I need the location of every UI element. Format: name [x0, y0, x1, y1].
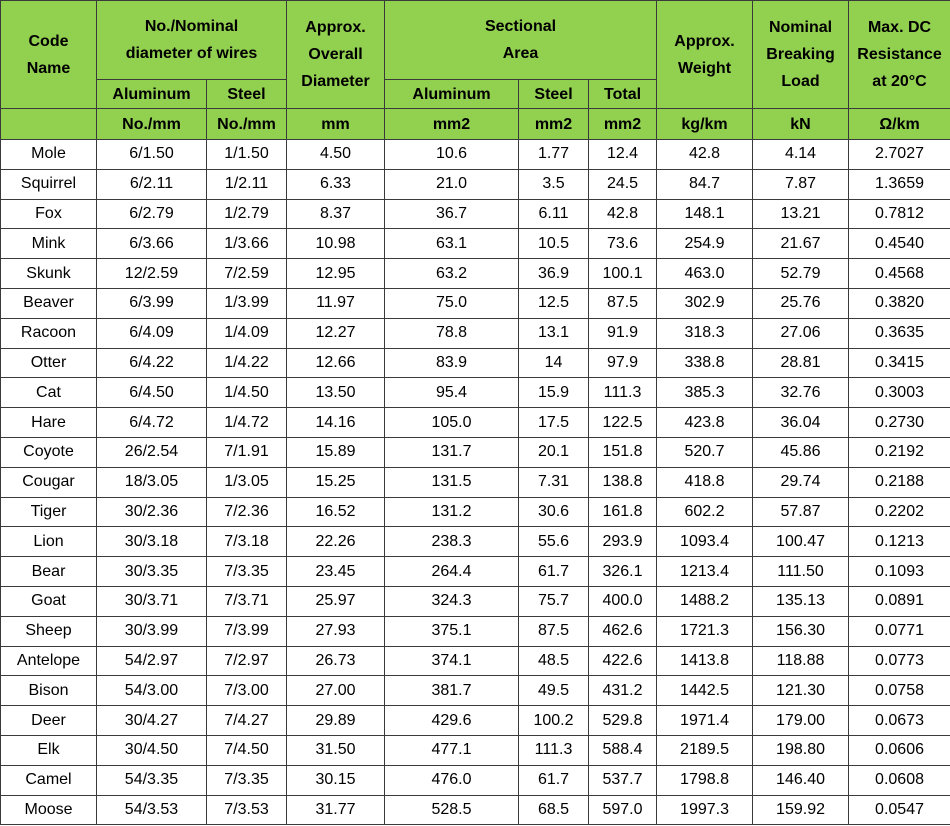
cell-overall-diameter: 14.16 — [287, 408, 385, 438]
cell-dc-resistance: 0.3635 — [849, 318, 950, 348]
unit-cell: kg/km — [657, 109, 753, 140]
table-row — [1, 676, 950, 706]
cell-code-name: Sheep — [1, 616, 97, 646]
cell-code-name: Antelope — [1, 646, 97, 676]
cell-overall-diameter: 23.45 — [287, 557, 385, 587]
table-row — [1, 765, 950, 795]
cell-aluminum-area: 375.1 — [385, 616, 519, 646]
cell-total-area: 161.8 — [589, 497, 657, 527]
cell-overall-diameter: 25.97 — [287, 586, 385, 616]
cell-approx-weight: 42.8 — [657, 140, 753, 170]
table-row — [1, 735, 950, 765]
cell-total-area: 12.4 — [589, 140, 657, 170]
cell-aluminum-area: 477.1 — [385, 735, 519, 765]
cell-approx-weight: 1213.4 — [657, 557, 753, 587]
cell-breaking-load: 146.40 — [753, 765, 849, 795]
cell-overall-diameter: 12.66 — [287, 348, 385, 378]
cell-total-area: 122.5 — [589, 408, 657, 438]
table-row — [1, 795, 950, 825]
cell-total-area: 100.1 — [589, 259, 657, 289]
cell-code-name: Moose — [1, 795, 97, 825]
cell-overall-diameter: 4.50 — [287, 140, 385, 170]
cell-steel-area: 10.5 — [519, 229, 589, 259]
cell-breaking-load: 118.88 — [753, 646, 849, 676]
table-row — [1, 586, 950, 616]
cell-aluminum-area: 63.1 — [385, 229, 519, 259]
cell-aluminum-wires: 12/2.59 — [97, 259, 207, 289]
cell-steel-wires: 7/2.59 — [207, 259, 287, 289]
cell-aluminum-wires: 54/3.53 — [97, 795, 207, 825]
cell-approx-weight: 1721.3 — [657, 616, 753, 646]
cell-steel-area: 48.5 — [519, 646, 589, 676]
unit-cell — [1, 109, 97, 140]
cell-steel-wires: 7/4.27 — [207, 706, 287, 736]
subheader-total-area: Total — [589, 80, 657, 109]
cell-overall-diameter: 12.27 — [287, 318, 385, 348]
cell-approx-weight: 338.8 — [657, 348, 753, 378]
cell-aluminum-wires: 30/2.36 — [97, 497, 207, 527]
cell-aluminum-wires: 54/3.35 — [97, 765, 207, 795]
cell-breaking-load: 45.86 — [753, 437, 849, 467]
cell-steel-area: 14 — [519, 348, 589, 378]
cell-dc-resistance: 0.4568 — [849, 259, 950, 289]
cell-steel-wires: 7/3.35 — [207, 557, 287, 587]
cell-aluminum-area: 476.0 — [385, 765, 519, 795]
cell-dc-resistance: 0.2730 — [849, 408, 950, 438]
cell-dc-resistance: 0.7812 — [849, 199, 950, 229]
cell-breaking-load: 29.74 — [753, 467, 849, 497]
cell-aluminum-area: 75.0 — [385, 288, 519, 318]
cell-overall-diameter: 27.00 — [287, 676, 385, 706]
cell-aluminum-wires: 54/2.97 — [97, 646, 207, 676]
cell-steel-wires: 1/2.11 — [207, 169, 287, 199]
unit-cell: mm — [287, 109, 385, 140]
cell-steel-wires: 1/3.05 — [207, 467, 287, 497]
cell-total-area: 537.7 — [589, 765, 657, 795]
cell-breaking-load: 7.87 — [753, 169, 849, 199]
cell-approx-weight: 463.0 — [657, 259, 753, 289]
cell-dc-resistance: 0.0606 — [849, 735, 950, 765]
cell-breaking-load: 159.92 — [753, 795, 849, 825]
cell-aluminum-area: 131.5 — [385, 467, 519, 497]
cell-aluminum-wires: 30/3.18 — [97, 527, 207, 557]
table-row — [1, 288, 950, 318]
cell-overall-diameter: 22.26 — [287, 527, 385, 557]
subheader-aluminum-wires: Aluminum — [97, 80, 207, 109]
cell-breaking-load: 36.04 — [753, 408, 849, 438]
table-row — [1, 199, 950, 229]
cell-approx-weight: 423.8 — [657, 408, 753, 438]
table-row — [1, 616, 950, 646]
cell-total-area: 42.8 — [589, 199, 657, 229]
cell-steel-wires: 1/4.72 — [207, 408, 287, 438]
cell-steel-area: 111.3 — [519, 735, 589, 765]
unit-cell: No./mm — [207, 109, 287, 140]
cell-approx-weight: 418.8 — [657, 467, 753, 497]
cell-dc-resistance: 0.0773 — [849, 646, 950, 676]
cell-dc-resistance: 2.7027 — [849, 140, 950, 170]
cell-overall-diameter: 11.97 — [287, 288, 385, 318]
cell-code-name: Cougar — [1, 467, 97, 497]
cell-aluminum-wires: 26/2.54 — [97, 437, 207, 467]
cell-code-name: Racoon — [1, 318, 97, 348]
cell-overall-diameter: 31.77 — [287, 795, 385, 825]
table-row — [1, 140, 950, 170]
table-row — [1, 169, 950, 199]
header-dc-resistance: Max. DC Resistance at 20°C — [849, 1, 950, 109]
cell-aluminum-area: 21.0 — [385, 169, 519, 199]
cell-approx-weight: 1413.8 — [657, 646, 753, 676]
cell-breaking-load: 57.87 — [753, 497, 849, 527]
cell-code-name: Deer — [1, 706, 97, 736]
cell-total-area: 138.8 — [589, 467, 657, 497]
cell-approx-weight: 148.1 — [657, 199, 753, 229]
table-row — [1, 378, 950, 408]
table-row — [1, 348, 950, 378]
cell-steel-area: 3.5 — [519, 169, 589, 199]
cell-code-name: Goat — [1, 586, 97, 616]
cell-steel-area: 17.5 — [519, 408, 589, 438]
subheader-steel-area: Steel — [519, 80, 589, 109]
cell-approx-weight: 602.2 — [657, 497, 753, 527]
cell-dc-resistance: 0.3820 — [849, 288, 950, 318]
cell-aluminum-wires: 30/3.71 — [97, 586, 207, 616]
cell-code-name: Bear — [1, 557, 97, 587]
table-row — [1, 318, 950, 348]
cell-steel-wires: 7/3.35 — [207, 765, 287, 795]
cell-dc-resistance: 0.0758 — [849, 676, 950, 706]
cell-code-name: Mole — [1, 140, 97, 170]
cell-approx-weight: 1798.8 — [657, 765, 753, 795]
table-row — [1, 437, 950, 467]
cell-dc-resistance: 0.0891 — [849, 586, 950, 616]
cell-steel-wires: 7/3.99 — [207, 616, 287, 646]
cell-steel-area: 68.5 — [519, 795, 589, 825]
cell-steel-area: 36.9 — [519, 259, 589, 289]
table-row — [1, 646, 950, 676]
table-row — [1, 497, 950, 527]
cell-steel-wires: 1/1.50 — [207, 140, 287, 170]
cell-aluminum-area: 105.0 — [385, 408, 519, 438]
cell-approx-weight: 1442.5 — [657, 676, 753, 706]
cell-steel-area: 30.6 — [519, 497, 589, 527]
cell-approx-weight: 302.9 — [657, 288, 753, 318]
cell-steel-wires: 7/2.36 — [207, 497, 287, 527]
cell-breaking-load: 100.47 — [753, 527, 849, 557]
cell-aluminum-area: 374.1 — [385, 646, 519, 676]
cell-steel-wires: 1/4.22 — [207, 348, 287, 378]
cell-aluminum-area: 381.7 — [385, 676, 519, 706]
cell-steel-area: 12.5 — [519, 288, 589, 318]
cell-approx-weight: 254.9 — [657, 229, 753, 259]
cell-dc-resistance: 0.0673 — [849, 706, 950, 736]
cell-code-name: Hare — [1, 408, 97, 438]
cell-steel-area: 15.9 — [519, 378, 589, 408]
cell-dc-resistance: 0.1213 — [849, 527, 950, 557]
header-nominal-diameter: No./Nominal diameter of wires — [97, 1, 287, 80]
cell-approx-weight: 84.7 — [657, 169, 753, 199]
cell-overall-diameter: 29.89 — [287, 706, 385, 736]
cell-aluminum-area: 95.4 — [385, 378, 519, 408]
cell-total-area: 431.2 — [589, 676, 657, 706]
table-row — [1, 527, 950, 557]
cell-aluminum-wires: 6/2.79 — [97, 199, 207, 229]
cell-aluminum-area: 429.6 — [385, 706, 519, 736]
unit-cell: mm2 — [519, 109, 589, 140]
cell-aluminum-area: 78.8 — [385, 318, 519, 348]
cell-dc-resistance: 0.4540 — [849, 229, 950, 259]
cell-breaking-load: 111.50 — [753, 557, 849, 587]
cell-aluminum-wires: 30/4.27 — [97, 706, 207, 736]
cell-code-name: Otter — [1, 348, 97, 378]
cell-total-area: 293.9 — [589, 527, 657, 557]
unit-cell: No./mm — [97, 109, 207, 140]
cell-steel-area: 55.6 — [519, 527, 589, 557]
cell-aluminum-wires: 18/3.05 — [97, 467, 207, 497]
cell-total-area: 326.1 — [589, 557, 657, 587]
cell-aluminum-area: 10.6 — [385, 140, 519, 170]
cell-approx-weight: 1488.2 — [657, 586, 753, 616]
cell-approx-weight: 1997.3 — [657, 795, 753, 825]
cell-total-area: 24.5 — [589, 169, 657, 199]
cell-approx-weight: 385.3 — [657, 378, 753, 408]
cell-steel-wires: 1/4.09 — [207, 318, 287, 348]
cell-aluminum-area: 63.2 — [385, 259, 519, 289]
cell-overall-diameter: 13.50 — [287, 378, 385, 408]
cell-steel-area: 61.7 — [519, 557, 589, 587]
subheader-aluminum-area: Aluminum — [385, 80, 519, 109]
table-row — [1, 259, 950, 289]
cell-overall-diameter: 12.95 — [287, 259, 385, 289]
cell-steel-area: 75.7 — [519, 586, 589, 616]
cell-total-area: 73.6 — [589, 229, 657, 259]
cell-aluminum-area: 83.9 — [385, 348, 519, 378]
cell-code-name: Lion — [1, 527, 97, 557]
cell-code-name: Bison — [1, 676, 97, 706]
cell-total-area: 400.0 — [589, 586, 657, 616]
cell-code-name: Coyote — [1, 437, 97, 467]
cell-code-name: Cat — [1, 378, 97, 408]
cell-approx-weight: 1093.4 — [657, 527, 753, 557]
cell-aluminum-wires: 30/3.99 — [97, 616, 207, 646]
cell-overall-diameter: 15.89 — [287, 437, 385, 467]
cell-dc-resistance: 0.3003 — [849, 378, 950, 408]
cell-total-area: 97.9 — [589, 348, 657, 378]
cell-aluminum-wires: 6/1.50 — [97, 140, 207, 170]
cell-total-area: 422.6 — [589, 646, 657, 676]
cell-total-area: 91.9 — [589, 318, 657, 348]
cell-total-area: 87.5 — [589, 288, 657, 318]
cell-breaking-load: 21.67 — [753, 229, 849, 259]
cell-overall-diameter: 26.73 — [287, 646, 385, 676]
cell-total-area: 111.3 — [589, 378, 657, 408]
cell-overall-diameter: 31.50 — [287, 735, 385, 765]
cell-breaking-load: 32.76 — [753, 378, 849, 408]
cell-aluminum-area: 238.3 — [385, 527, 519, 557]
unit-cell: Ω/km — [849, 109, 950, 140]
cell-total-area: 529.8 — [589, 706, 657, 736]
cell-dc-resistance: 0.2188 — [849, 467, 950, 497]
cell-overall-diameter: 6.33 — [287, 169, 385, 199]
subheader-steel-wires: Steel — [207, 80, 287, 109]
cell-overall-diameter: 10.98 — [287, 229, 385, 259]
units-row — [1, 109, 950, 140]
cell-total-area: 597.0 — [589, 795, 657, 825]
cell-approx-weight: 318.3 — [657, 318, 753, 348]
cell-breaking-load: 156.30 — [753, 616, 849, 646]
cell-steel-wires: 7/2.97 — [207, 646, 287, 676]
cell-approx-weight: 520.7 — [657, 437, 753, 467]
header-code-name: Code Name — [1, 1, 97, 109]
cell-aluminum-area: 264.4 — [385, 557, 519, 587]
cell-steel-wires: 7/4.50 — [207, 735, 287, 765]
cell-steel-area: 49.5 — [519, 676, 589, 706]
cell-aluminum-area: 528.5 — [385, 795, 519, 825]
cell-aluminum-wires: 6/4.50 — [97, 378, 207, 408]
cell-aluminum-wires: 54/3.00 — [97, 676, 207, 706]
header-breaking-load: Nominal Breaking Load — [753, 1, 849, 109]
cell-steel-wires: 7/1.91 — [207, 437, 287, 467]
cell-breaking-load: 25.76 — [753, 288, 849, 318]
cell-aluminum-area: 131.7 — [385, 437, 519, 467]
cell-code-name: Skunk — [1, 259, 97, 289]
cell-steel-area: 1.77 — [519, 140, 589, 170]
table-row — [1, 706, 950, 736]
cell-code-name: Fox — [1, 199, 97, 229]
cell-total-area: 151.8 — [589, 437, 657, 467]
cell-aluminum-wires: 6/2.11 — [97, 169, 207, 199]
cell-steel-wires: 7/3.53 — [207, 795, 287, 825]
cell-aluminum-wires: 6/4.09 — [97, 318, 207, 348]
cell-steel-area: 6.11 — [519, 199, 589, 229]
cell-breaking-load: 4.14 — [753, 140, 849, 170]
cell-overall-diameter: 27.93 — [287, 616, 385, 646]
cell-steel-wires: 1/3.66 — [207, 229, 287, 259]
cell-dc-resistance: 1.3659 — [849, 169, 950, 199]
cell-breaking-load: 27.06 — [753, 318, 849, 348]
cell-aluminum-area: 324.3 — [385, 586, 519, 616]
cell-aluminum-wires: 6/3.99 — [97, 288, 207, 318]
cell-aluminum-area: 131.2 — [385, 497, 519, 527]
cell-breaking-load: 28.81 — [753, 348, 849, 378]
cell-overall-diameter: 30.15 — [287, 765, 385, 795]
cell-dc-resistance: 0.0771 — [849, 616, 950, 646]
cell-steel-area: 13.1 — [519, 318, 589, 348]
table-row — [1, 467, 950, 497]
table-row — [1, 408, 950, 438]
header-sectional-area: Sectional Area — [385, 1, 657, 80]
table-body — [1, 140, 950, 825]
cell-dc-resistance: 0.1093 — [849, 557, 950, 587]
cell-overall-diameter: 8.37 — [287, 199, 385, 229]
cell-steel-wires: 7/3.18 — [207, 527, 287, 557]
cell-aluminum-wires: 6/4.72 — [97, 408, 207, 438]
unit-cell: mm2 — [589, 109, 657, 140]
cell-code-name: Camel — [1, 765, 97, 795]
cell-dc-resistance: 0.0608 — [849, 765, 950, 795]
table-row — [1, 229, 950, 259]
cell-steel-wires: 7/3.00 — [207, 676, 287, 706]
header-overall-diameter: Approx. Overall Diameter — [287, 1, 385, 109]
cell-dc-resistance: 0.0547 — [849, 795, 950, 825]
header-approx-weight: Approx. Weight — [657, 1, 753, 109]
cell-breaking-load: 121.30 — [753, 676, 849, 706]
cell-steel-wires: 1/4.50 — [207, 378, 287, 408]
cell-breaking-load: 135.13 — [753, 586, 849, 616]
cell-total-area: 588.4 — [589, 735, 657, 765]
cell-steel-wires: 1/3.99 — [207, 288, 287, 318]
cell-dc-resistance: 0.2202 — [849, 497, 950, 527]
cell-code-name: Beaver — [1, 288, 97, 318]
cell-code-name: Elk — [1, 735, 97, 765]
cell-total-area: 462.6 — [589, 616, 657, 646]
cell-breaking-load: 198.80 — [753, 735, 849, 765]
cell-code-name: Tiger — [1, 497, 97, 527]
cell-overall-diameter: 16.52 — [287, 497, 385, 527]
cell-steel-area: 61.7 — [519, 765, 589, 795]
cell-steel-area: 7.31 — [519, 467, 589, 497]
cell-breaking-load: 13.21 — [753, 199, 849, 229]
cell-breaking-load: 179.00 — [753, 706, 849, 736]
cell-aluminum-wires: 30/3.35 — [97, 557, 207, 587]
cell-steel-area: 87.5 — [519, 616, 589, 646]
unit-cell: kN — [753, 109, 849, 140]
unit-cell: mm2 — [385, 109, 519, 140]
cell-steel-wires: 7/3.71 — [207, 586, 287, 616]
cell-steel-area: 100.2 — [519, 706, 589, 736]
cell-approx-weight: 1971.4 — [657, 706, 753, 736]
cell-dc-resistance: 0.3415 — [849, 348, 950, 378]
cell-code-name: Squirrel — [1, 169, 97, 199]
table-row — [1, 557, 950, 587]
cell-breaking-load: 52.79 — [753, 259, 849, 289]
cell-dc-resistance: 0.2192 — [849, 437, 950, 467]
cell-aluminum-wires: 30/4.50 — [97, 735, 207, 765]
cell-steel-area: 20.1 — [519, 437, 589, 467]
cell-steel-wires: 1/2.79 — [207, 199, 287, 229]
cell-overall-diameter: 15.25 — [287, 467, 385, 497]
cell-aluminum-wires: 6/4.22 — [97, 348, 207, 378]
cell-code-name: Mink — [1, 229, 97, 259]
cell-aluminum-wires: 6/3.66 — [97, 229, 207, 259]
cell-aluminum-area: 36.7 — [385, 199, 519, 229]
cell-approx-weight: 2189.5 — [657, 735, 753, 765]
